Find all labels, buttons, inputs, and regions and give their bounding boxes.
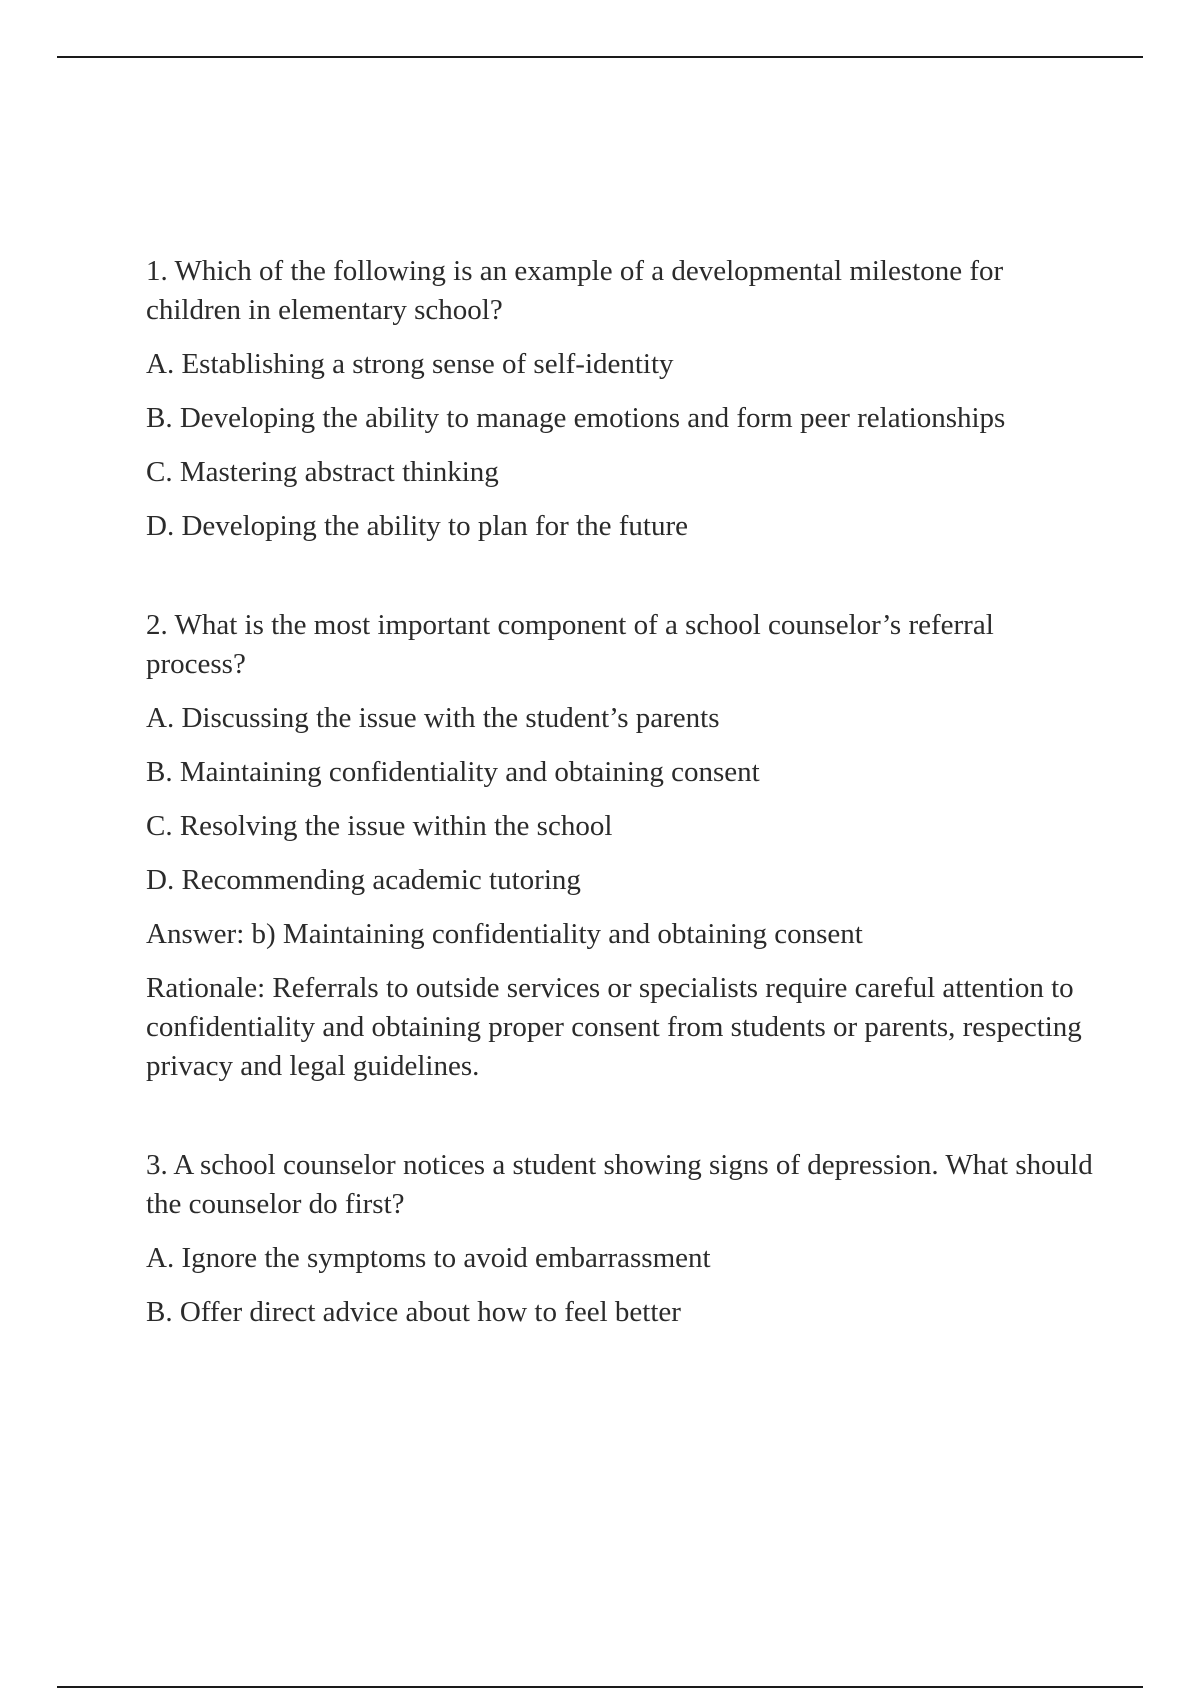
- rationale-text: Rationale: Referrals to outside services or specialists require careful attention to confidentiality and obtaining proper consent from students or parents, respecting privacy and legal guidelines.: [146, 972, 1082, 1082]
- option-a: A. Discussing the issue with the student’s parents: [146, 702, 720, 734]
- option-d: D. Developing the ability to plan for the future: [146, 510, 688, 542]
- option-c: C. Resolving the issue within the school: [146, 810, 613, 842]
- option-b: B. Maintaining confidentiality and obtaining consent: [146, 756, 760, 788]
- option-a: A. Establishing a strong sense of self-identity: [146, 348, 674, 380]
- question-text: 2. What is the most important component of a school counselor’s referral process?: [146, 609, 994, 680]
- answer-text: Answer: b) Maintaining confidentiality and obtaining consent: [146, 918, 863, 950]
- option-c: C. Mastering abstract thinking: [146, 456, 499, 488]
- option-b: B. Developing the ability to manage emotions and form peer relationships: [146, 402, 1006, 434]
- question-3: [146, 1146, 1096, 1332]
- option-d: D. Recommending academic tutoring: [146, 864, 581, 896]
- footer-rule: [57, 1686, 1143, 1688]
- question-1: [146, 252, 1096, 546]
- document-body: [146, 252, 1096, 1347]
- question-text: 1. Which of the following is an example of a developmental milestone for children in elementary school?: [146, 255, 1004, 326]
- header-rule: [57, 56, 1143, 58]
- question-2: [146, 606, 1096, 1086]
- option-a: A. Ignore the symptoms to avoid embarrassment: [146, 1242, 711, 1274]
- option-b: B. Offer direct advice about how to feel better: [146, 1296, 681, 1328]
- question-text: 3. A school counselor notices a student showing signs of depression. What should the counselor do first?: [146, 1149, 1093, 1220]
